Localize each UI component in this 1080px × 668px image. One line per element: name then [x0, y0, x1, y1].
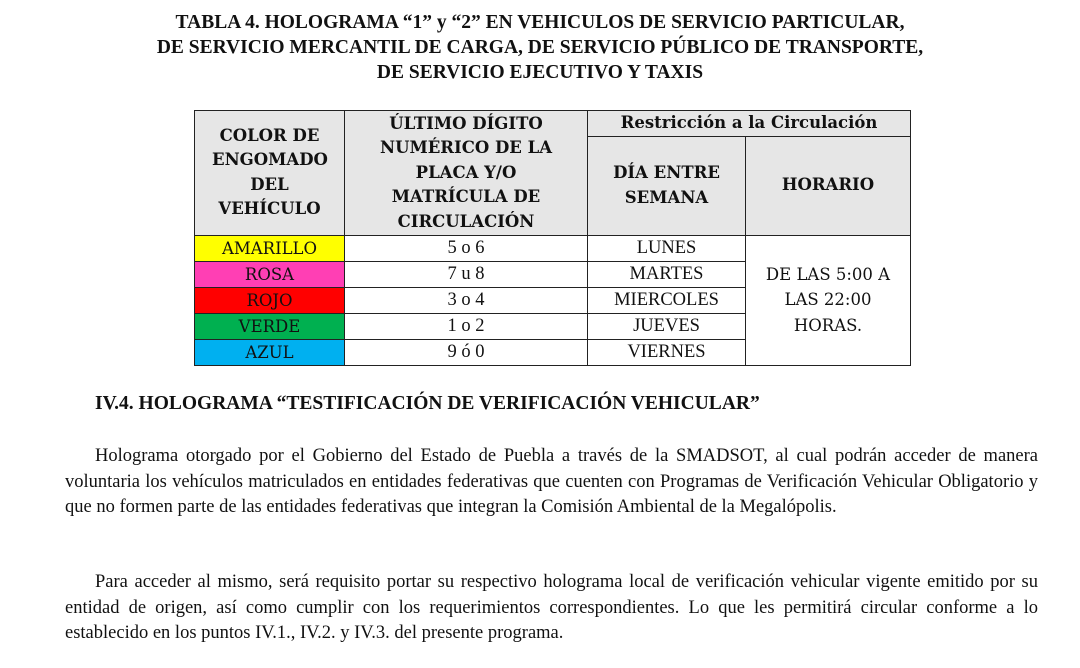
digits-cell: 1 o 2 — [345, 313, 588, 339]
section-heading: IV.4. HOLOGRAMA “TESTIFICACIÓN DE VERIFICACIÓN VEHICULAR” — [95, 393, 760, 414]
table-title-line-2: DE SERVICIO MERCANTIL DE CARGA, DE SERVICIO PÚBLICO DE TRANSPORTE, — [156, 37, 924, 58]
day-cell: VIERNES — [588, 339, 746, 365]
table-row — [195, 235, 911, 261]
day-cell: LUNES — [588, 235, 746, 261]
table-title — [0, 10, 1080, 85]
digits-cell: 7 u 8 — [345, 261, 588, 287]
color-cell: ROJO — [195, 287, 345, 313]
color-cell: AMARILLO — [195, 235, 345, 261]
day-cell: MIERCOLES — [588, 287, 746, 313]
digits-cell: 5 o 6 — [345, 235, 588, 261]
table-title-line-3: DE SERVICIO EJECUTIVO Y TAXIS — [376, 62, 704, 83]
digits-cell: 9 ó 0 — [345, 339, 588, 365]
header-restriccion: Restricción a la Circulación — [588, 111, 911, 137]
header-dia: DÍA ENTRE SEMANA — [588, 136, 746, 235]
hologram-table — [194, 110, 911, 366]
day-cell: JUEVES — [588, 313, 746, 339]
digits-cell: 3 o 4 — [345, 287, 588, 313]
paragraph-1: Holograma otorgado por el Gobierno del Estado de Puebla a través de la SMADSOT, al cual podrán acceder de manera voluntaria los vehículos matriculados en entidades federativas que cuenten con Programas de Verificación Vehicular Obligatorio y que no formen parte de las entidades federativas que integran la Comisión Ambiental de la Megalópolis. — [65, 446, 1038, 517]
color-cell: VERDE — [195, 313, 345, 339]
header-horario: HORARIO — [746, 136, 911, 235]
paragraph-2: Para acceder al mismo, será requisito portar su respectivo holograma local de verificación vehicular vigente emitido por su entidad de origen, así como cumplir con los requerimientos correspondientes. Lo que les permitirá circular conforme a lo establecido en los puntos IV.1., IV.2. y IV.3. del presente programa. — [65, 572, 1038, 643]
day-cell: MARTES — [588, 261, 746, 287]
horario-cell: DE LAS 5:00 A LAS 22:00 HORAS. — [746, 235, 911, 365]
color-cell: AZUL — [195, 339, 345, 365]
color-cell: ROSA — [195, 261, 345, 287]
header-digito: ÚLTIMO DÍGITO NUMÉRICO DE LA PLACA Y/O MATRÍCULA DE CIRCULACIÓN — [345, 111, 588, 236]
table-title-line-1: TABLA 4. HOLOGRAMA “1” y “2” EN VEHICULOS DE SERVICIO PARTICULAR, — [175, 12, 905, 33]
header-color: COLOR DE ENGOMADO DEL VEHÍCULO — [195, 111, 345, 236]
